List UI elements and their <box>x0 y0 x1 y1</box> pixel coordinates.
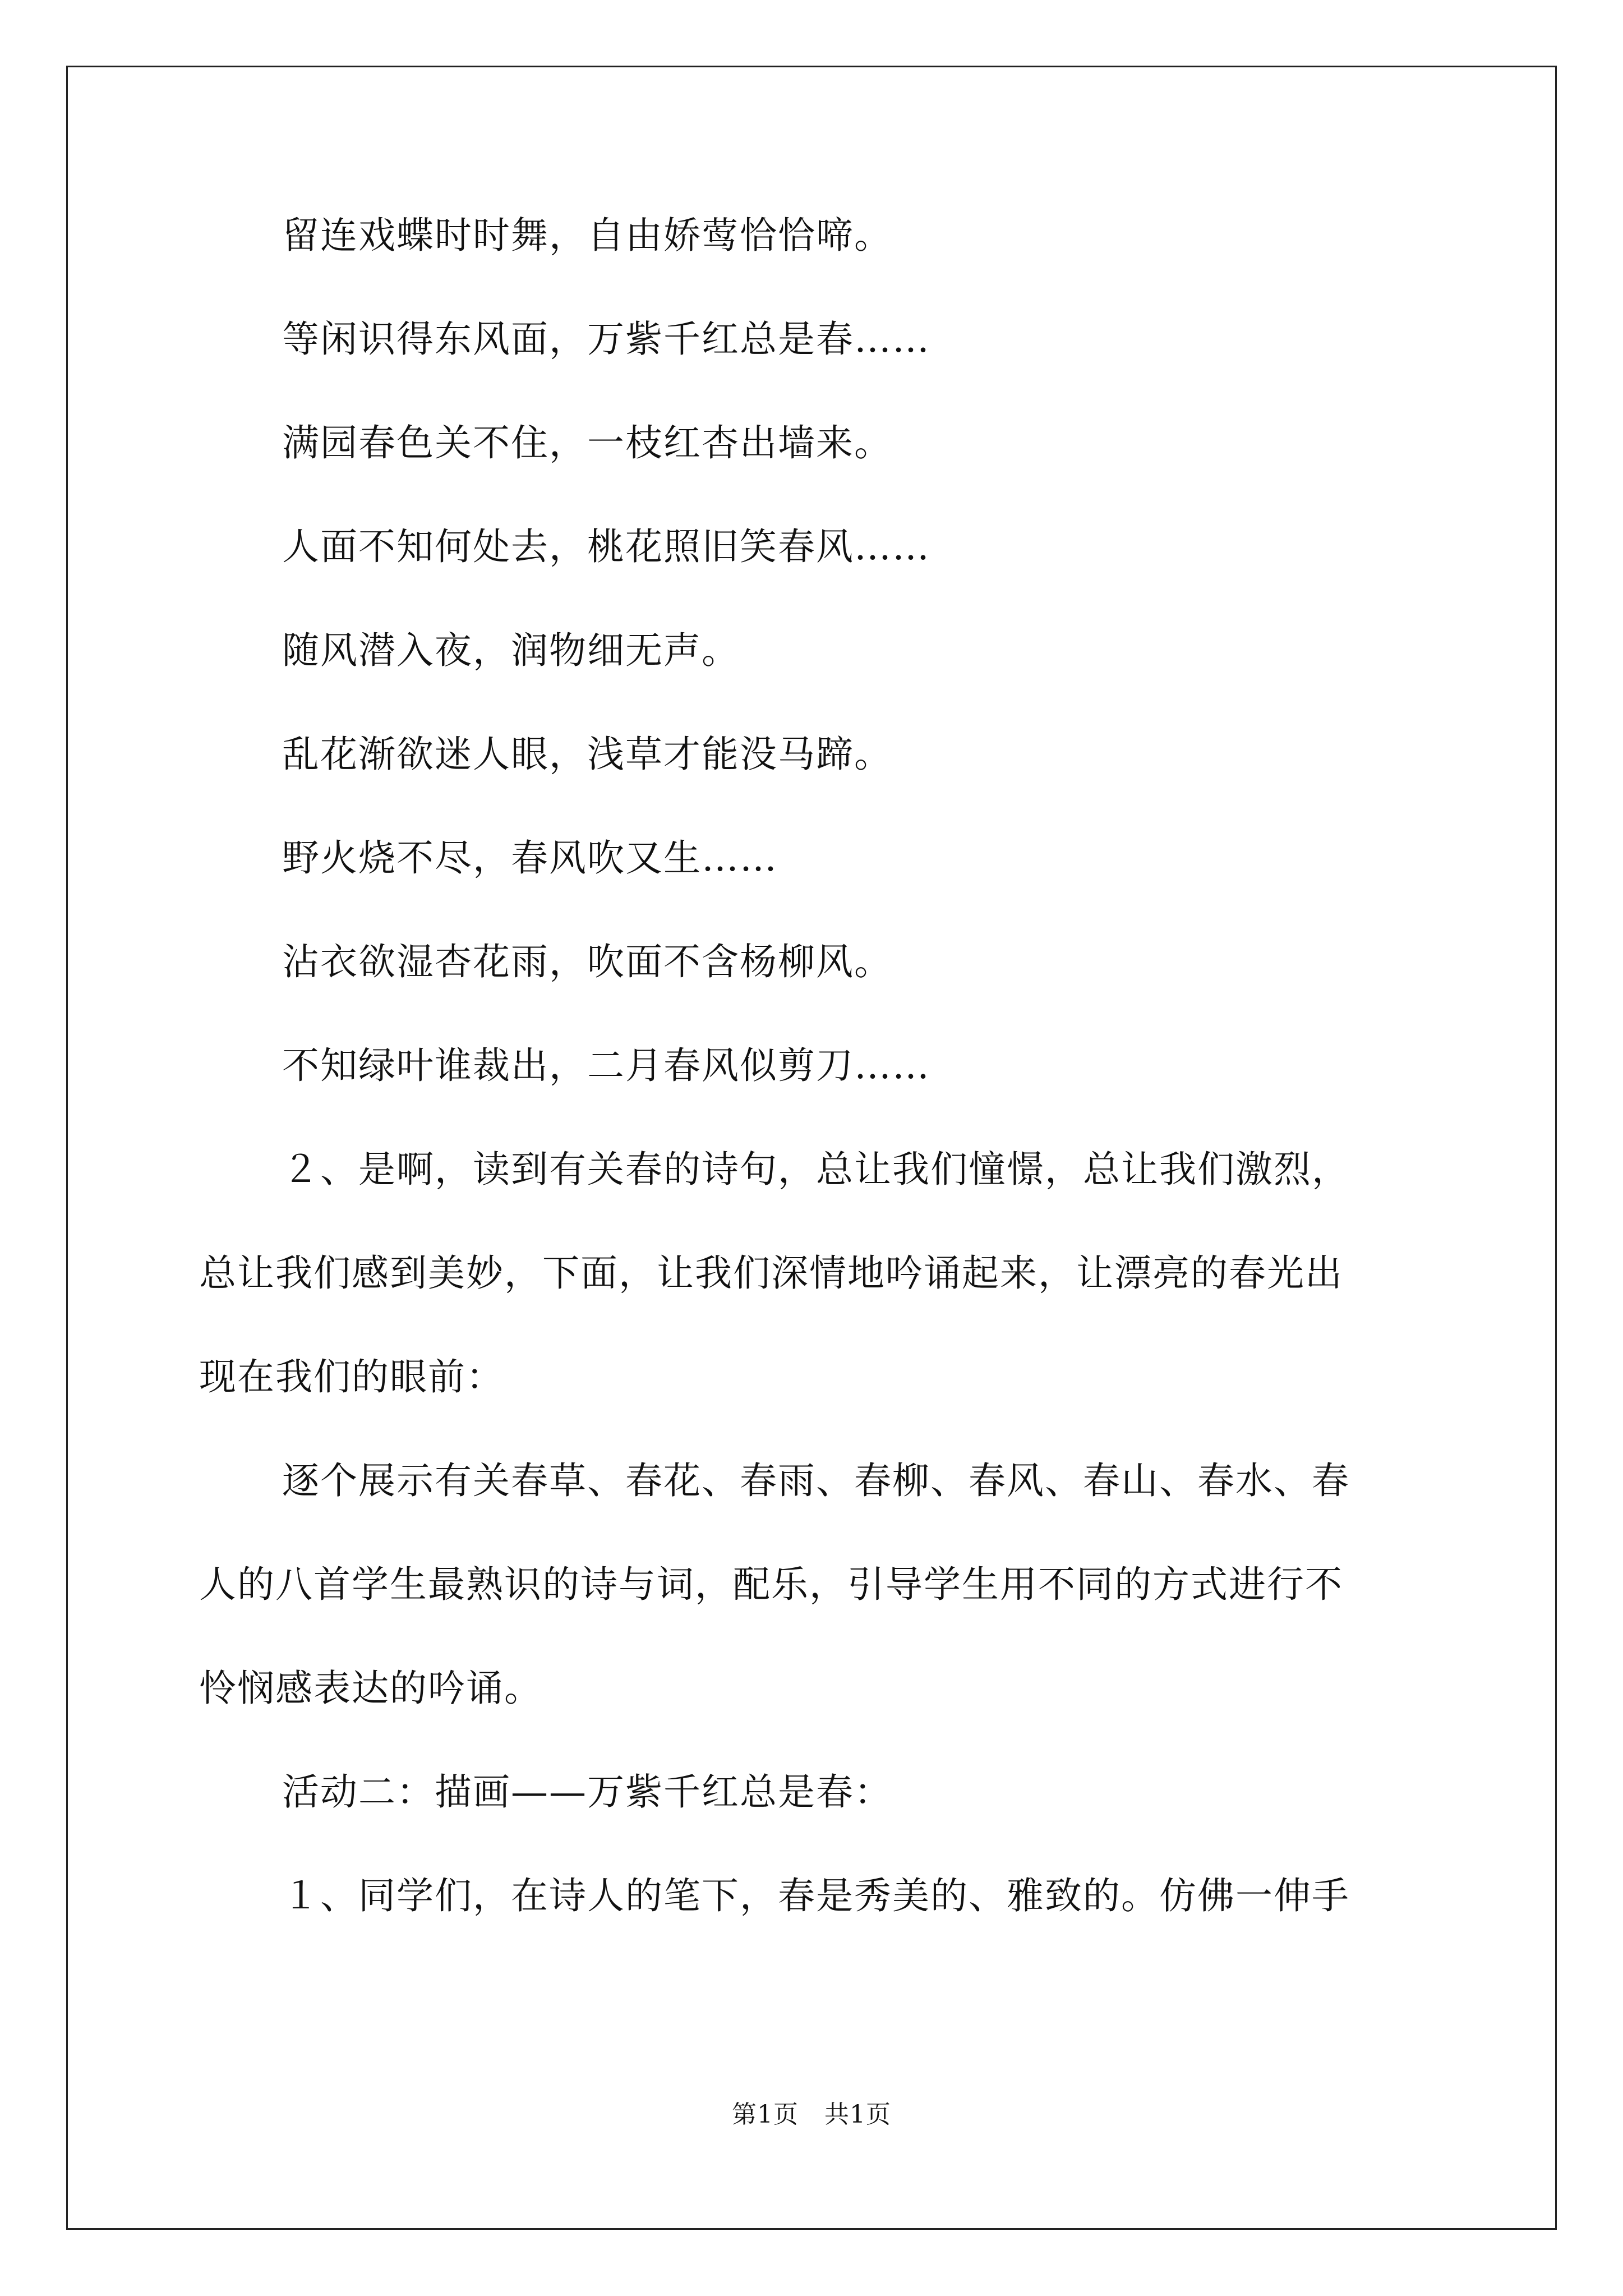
page-number: 第1页 <box>732 2100 799 2129</box>
paragraph-2-line-3: 现在我们的眼前： <box>199 1355 504 1398</box>
total-pages: 共1页 <box>824 2100 891 2129</box>
poem-line-5: 随风潜入夜，润物细无声。 <box>282 629 740 672</box>
poem-line-8: 沾衣欲湿杏花雨，吹面不含杨柳风。 <box>282 940 892 983</box>
page-footer <box>0 2098 1623 2132</box>
paragraph-display-line-2: 人的八首学生最熟识的诗与词，配乐，引导学生用不同的方式进行不 <box>199 1563 1343 1606</box>
paragraph-display-line-1: 逐个展示有关春草、春花、春雨、春柳、春风、春山、春水、春 <box>282 1459 1350 1502</box>
activity-two-heading: 活动二：描画——万紫千红总是春： <box>282 1770 892 1814</box>
poem-line-6: 乱花渐欲迷人眼，浅草才能没马蹄。 <box>282 733 892 776</box>
poem-line-2: 等闲识得东风面，万紫千红总是春…… <box>282 318 930 361</box>
paragraph-2-line-2: 总让我们感到美妙，下面，让我们深情地吟诵起来，让漂亮的春光出 <box>199 1251 1343 1295</box>
poem-line-7: 野火烧不尽，春风吹又生…… <box>282 836 778 880</box>
poem-line-9: 不知绿叶谁裁出，二月春风似剪刀…… <box>282 1044 930 1087</box>
paragraph-2-line-1: ２、是啊，读到有关春的诗句，总让我们憧憬，总让我们激烈， <box>282 1148 1350 1191</box>
poem-line-3: 满园春色关不住，一枝红杏出墙来。 <box>282 421 892 464</box>
paragraph-display-line-3: 怜悯感表达的吟诵。 <box>199 1667 542 1710</box>
poem-line-1: 留连戏蝶时时舞，自由娇莺恰恰啼。 <box>282 214 892 257</box>
poem-line-4: 人面不知何处去，桃花照旧笑春风…… <box>282 525 930 568</box>
paragraph-1-line-1: １、同学们，在诗人的笔下，春是秀美的、雅致的。仿佛一伸手 <box>282 1874 1350 1917</box>
